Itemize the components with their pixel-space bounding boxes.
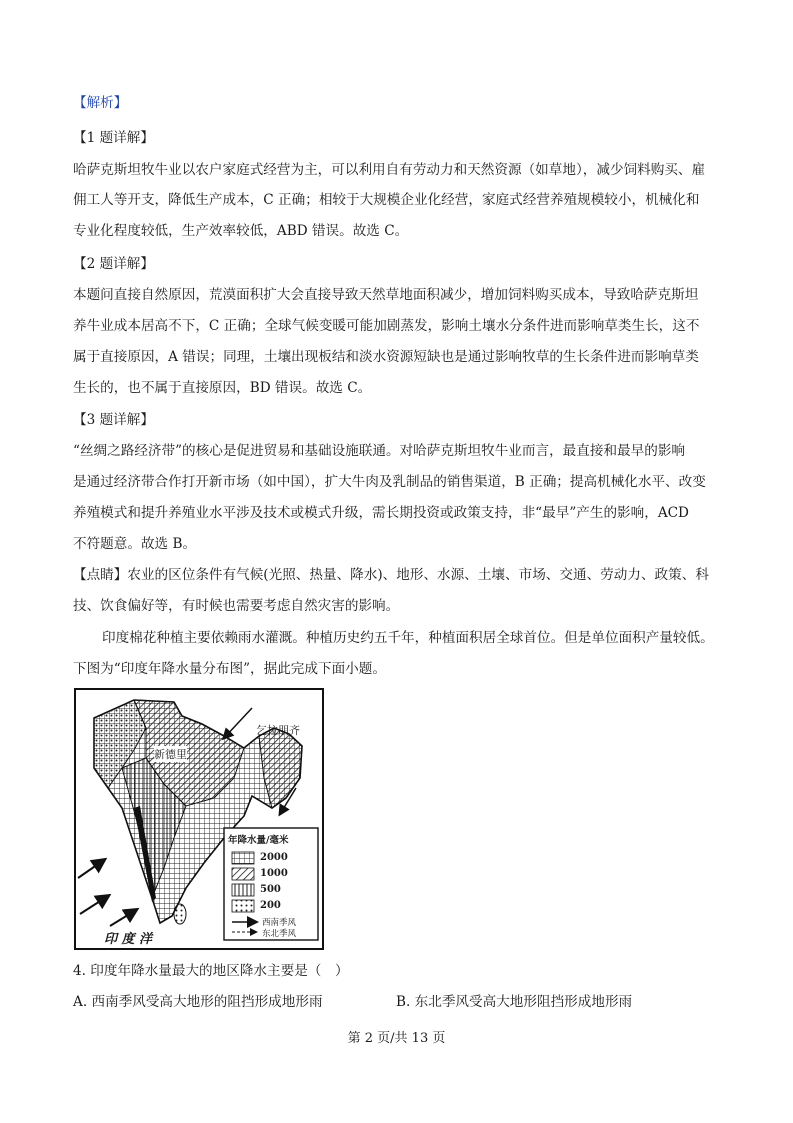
q3-line-1: “丝绸之路经济带”的核心是促进贸易和基础设施联通。对哈萨克斯坦牧牛业而言，最直接和最早的影响 [73,443,686,459]
q3-line-3: 养殖模式和提升养殖业水平涉及技术或模式升级，需长期投资或政策支持，非“最早”产生的影响，ACD [73,505,689,521]
legend-value-200: 200 [260,900,281,911]
question-4-stem: 4. 印度年降水量最大的地区降水主要是（ ） [73,963,349,979]
tip-line-1 [73,565,709,585]
q2-line-2: 养牛业成本居高不下，C 正确；全球气候变暖可能加剧蒸发，影响土壤水分条件进而影响草类生长，这不 [73,318,700,334]
tip-tag: 【点睛】 [73,567,128,583]
q2-title: 【2 题详解】 [73,256,154,272]
analysis-tag: 【解析】 [73,95,128,111]
legend-value-1000: 1000 [260,868,288,879]
tip-line-2: 技、饮食偏好等，有时候也需要考虑自然灾害的影响。 [73,598,400,614]
q1-line-3: 专业化程度较低，生产效率较低，ABD 错误。故选 C。 [73,223,409,239]
q3-line-4: 不符题意。故选 B。 [73,536,197,552]
q2-line-3: 属于直接原因，A 错误；同理，土壤出现板结和淡水资源短缺也是通过影响牧草的生长条件进而影响草类 [73,349,699,365]
q2-line-1: 本题问直接自然原因，荒漠面积扩大会直接导致天然草地面积减少，增加饲料购买成本，导致哈萨克斯坦 [73,287,699,303]
map-city-label: 新德里 [154,748,187,761]
q1-title: 【1 题详解】 [73,130,154,146]
india-rainfall-map [74,688,324,950]
page-footer: 第 2 页/共 13 页 [347,1031,446,1046]
q2-line-4: 生长的，也不属于直接原因，BD 错误。故选 C。 [73,380,372,396]
legend-value-500: 500 [260,884,281,895]
intro-line-1: 印度棉花种植主要依赖雨水灌溉。种植历史约五千年，种植面积居全球首位。但是单位面积产量较低。 [102,630,714,646]
legend-value-2000: 2000 [260,852,288,863]
q3-line-2: 是通过经济带合作打开新市场（如中国），扩大牛肉及乳制品的销售渠道，B 正确；提高机械化水平、改变 [73,474,706,490]
q1-line-1: 哈萨克斯坦牧牛业以农户家庭式经营为主，可以利用自有劳动力和天然资源（如草地），减少饲料购买、雇 [73,162,706,178]
legend-ne-monsoon: 东北季风 [262,929,297,939]
question-4-option-b: B. 东北季风受高大地形阻挡形成地形雨 [396,994,633,1010]
legend-title: 年降水量/毫米 [228,835,289,846]
legend-sw-monsoon: 西南季风 [262,918,297,928]
question-4-option-a: A. 西南季风受高大地形的阻挡形成地形雨 [73,994,323,1010]
q3-title: 【3 题详解】 [73,412,154,428]
tip-text-1: 农业的区位条件有气候(光照、热量、降水)、地形、水源、土壤、市场、交通、劳动力、政策、科 [127,567,709,583]
map-mountain-label: 乞拉朋齐 [256,724,300,737]
intro-line-2: 下图为“印度年降水量分布图”，据此完成下面小题。 [73,661,386,677]
map-ocean-label: 印 度 洋 [104,932,153,947]
q1-line-2: 佣工人等开支，降低生产成本，C 正确；相较于大规模企业化经营，家庭式经营养殖规模较小，机械化和 [73,192,700,208]
